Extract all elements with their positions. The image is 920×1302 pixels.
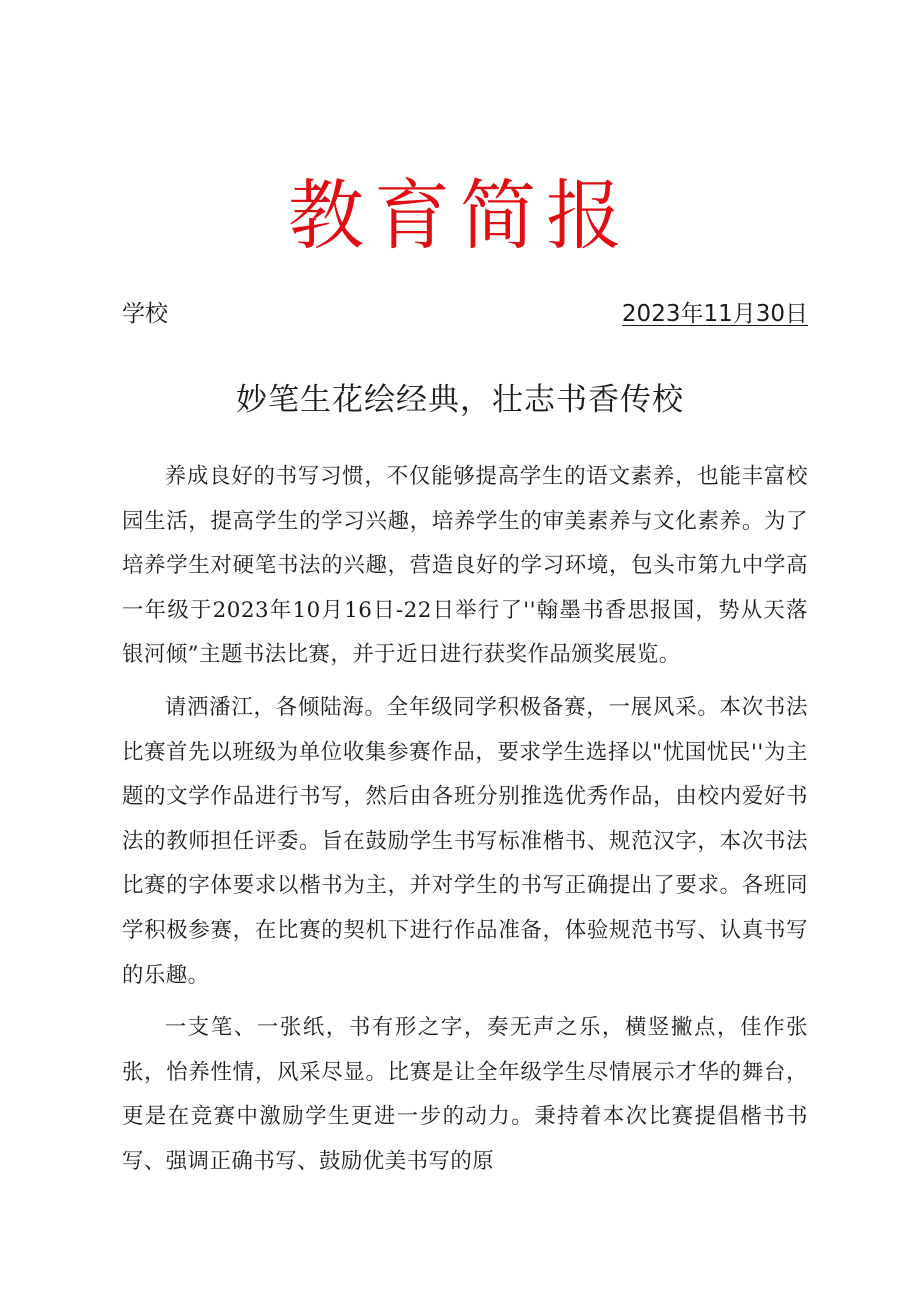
masthead-title: 教育简报: [288, 171, 632, 260]
paragraph: 养成良好的书写习惯，不仅能够提高学生的语文素养，也能丰富校园生活，提高学生的学习兴趣，培养学生的审美素养与文化素养。为了培养学生对硬笔书法的兴趣，营造良好的学习环境，包头市第九中学高一年级于2023年10月16日-22日举行了''翰墨书香思报国，势从天落银河倾”主题书法比赛，并于近日进行获奖作品颁奖展览。: [122, 464, 808, 668]
school-label: 学校: [122, 301, 168, 327]
issue-date: 2023年11月30日: [621, 301, 808, 327]
article-body: [122, 455, 808, 1185]
paragraph: 请洒潘江，各倾陆海。全年级同学积极备赛，一展风采。本次书法比赛首先以班级为单位收集参赛作品，要求学生选择以"忧国忧民''为主题的文学作品进行书写，然后由各班分别推选优秀作品，由校内爱好书法的教师担任评委。旨在鼓励学生书写标准楷书、规范汉字，本次书法比赛的字体要求以楷书为主，并对学生的书写正确提出了要求。各班同学积极参赛，在比赛的契机下进行作品准备，体验规范书写、认真书写的乐趣。: [122, 694, 808, 988]
article-headline: 妙笔生花绘经典，壮志书香传校: [236, 382, 684, 418]
dateline: [122, 298, 808, 332]
paragraph: 一支笔、一张纸，书有形之字，奏无声之乐，横竖撇点，佳作张张，怡养性情，风采尽显。比赛是让全年级学生尽情展示才华的舞台，更是在竞赛中激励学生更进一步的动力。秉持着本次比赛提倡楷书书写、强调正确书写、鼓励优美书写的原: [122, 1015, 808, 1174]
